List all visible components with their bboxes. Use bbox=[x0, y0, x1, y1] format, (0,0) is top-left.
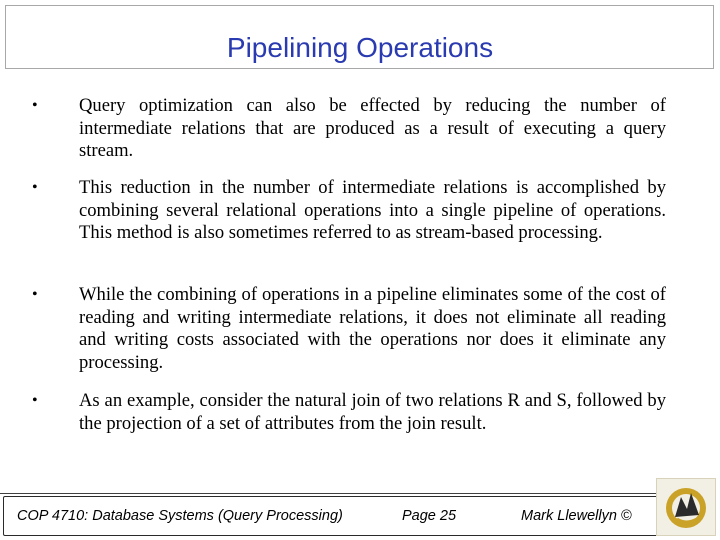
footer-course: COP 4710: Database Systems (Query Processing) bbox=[17, 508, 343, 524]
bullet-text: While the combining of operations in a pipeline eliminates some of the cost of reading and writing intermediate relations, it does not eliminate all reading and writing costs associated with the operations nor does it eliminate any processing. bbox=[79, 284, 666, 373]
bullet-text: This reduction in the number of intermediate relations is accomplished by combining several relational operations into a single pipeline of operations. This method is also sometimes referred to as stream-based processing. bbox=[79, 177, 666, 243]
bullet-icon: • bbox=[32, 179, 38, 196]
footer-author: Mark Llewellyn © bbox=[521, 508, 632, 524]
bullet-text: As an example, consider the natural join of two relations R and S, followed by the projection of a set of attributes from the join result. bbox=[79, 390, 666, 434]
bullet-icon: • bbox=[32, 286, 38, 303]
bullet-text: Query optimization can also be effected by reducing the number of intermediate relations that are produced as a result of executing a query stream. bbox=[79, 95, 666, 161]
footer-divider bbox=[0, 493, 660, 494]
slide-title: Pipelining Operations bbox=[226, 32, 494, 63]
bullet-icon: • bbox=[32, 97, 38, 114]
bullet-icon: • bbox=[32, 392, 38, 409]
logo-graphic bbox=[657, 479, 715, 535]
pegasus-logo-icon bbox=[656, 478, 716, 536]
footer-page-number: Page 25 bbox=[402, 508, 457, 524]
